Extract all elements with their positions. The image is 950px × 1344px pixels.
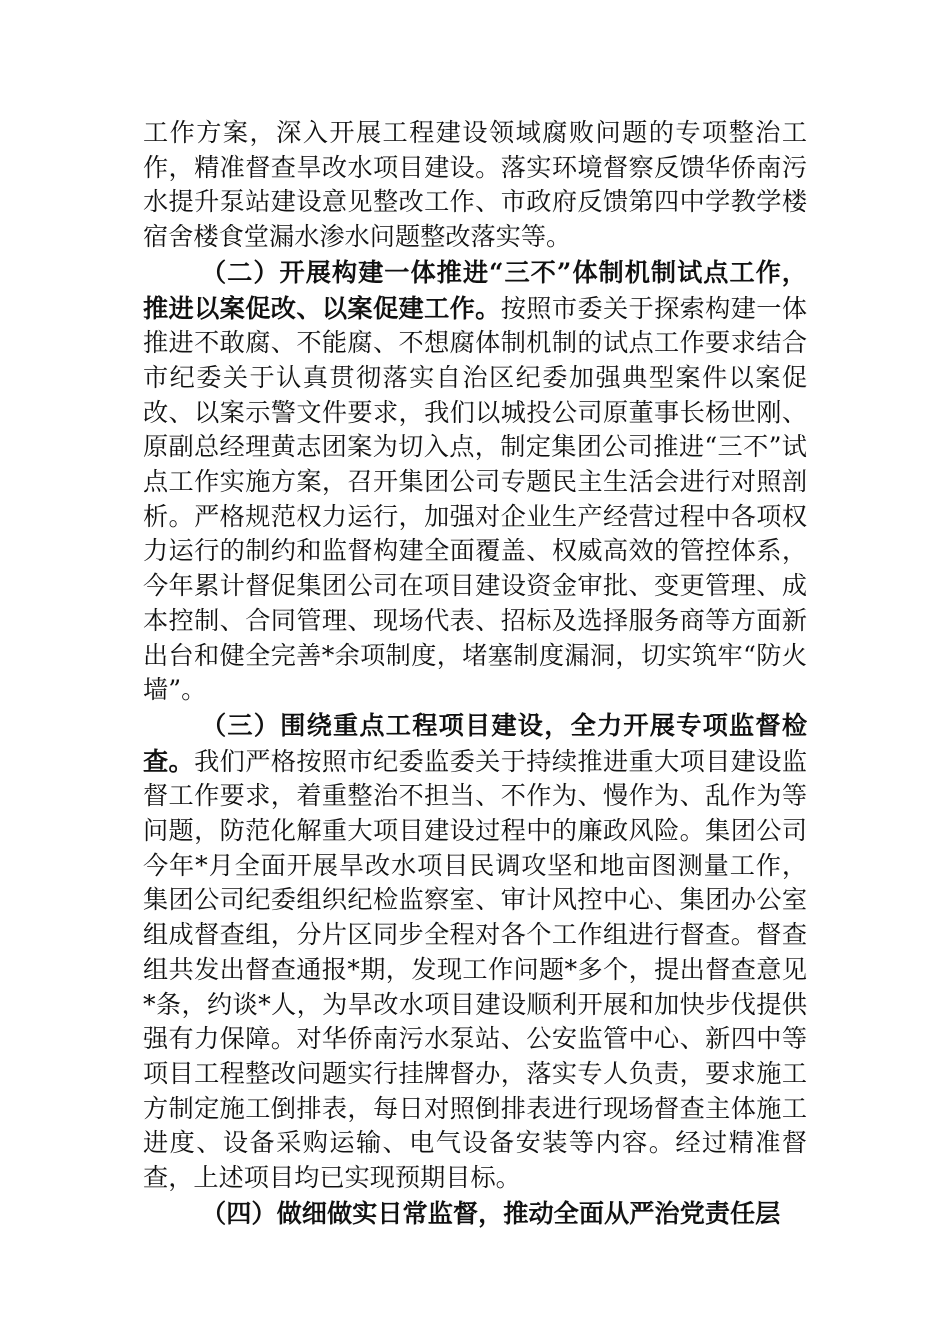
paragraph-1-body: 工作方案，深入开展工程建设领域腐败问题的专项整治工作，精准督查旱改水项目建设。落实环境督察反馈华侨南污水提升泵站建设意见整改工作、市政府反馈第四中学教学楼宿舍楼食堂漏水渗水问题整改落实等。: [143, 118, 807, 252]
paragraph-4-heading: （四）做细做实日常监督，推动全面从严治党责任层: [201, 1197, 781, 1228]
paragraph-4: [143, 1196, 807, 1232]
paragraph-2: [143, 255, 807, 708]
paragraph-3-body: 我们严格按照市纪委监委关于持续推进重大项目建设监督工作要求，着重整治不担当、不作为、慢作为、乱作为等问题，防范化解重大项目建设过程中的廉政风险。集团公司今年*月全面开展旱改水项目民调攻坚和地亩图测量工作，集团公司纪委组织纪检监察室、审计风控中心、集团办公室组成督查组，分片区同步全程对各个工作组进行督查。督查组共发出督查通报*期，发现工作问题*多个，提出督查意见*条，约谈*人，为旱改水项目建设顺利开展和加快步伐提供强有力保障。对华侨南污水泵站、公安监管中心、新四中等项目工程整改问题实行挂牌督办，落实专人负责，要求施工方制定施工倒排表，每日对照倒排表进行现场督查主体施工进度、设备采购运输、电气设备安装等内容。经过精准督查，上述项目均已实现预期目标。: [143, 746, 808, 1193]
paragraph-1: [143, 116, 807, 255]
paragraph-3-heading: （三）围绕重点工程项目建设，全力开展专项监督检查。: [143, 709, 807, 776]
paragraph-2-heading: （二）开展构建一体推进“三不”体制机制试点工作，推进以案促改、以案促建工作。: [143, 256, 807, 323]
document-page: [143, 116, 807, 1232]
paragraph-2-body: 按照市委关于探索构建一体推进不敢腐、不能腐、不想腐体制机制的试点工作要求结合市纪委关于认真贯彻落实自治区纪委加强典型案件以案促改、以案示警文件要求，我们以城投公司原董事长杨世刚、原副总经理黄志团案为切入点，制定集团公司推进“三不”试点工作实施方案，召开集团公司专题民主生活会进行对照剖析。严格规范权力运行，加强对企业生产经营过程中各项权力运行的制约和监督构建全面覆盖、权威高效的管控体系，今年累计督促集团公司在项目建设资金审批、变更管理、成本控制、合同管理、现场代表、招标及选择服务商等方面新出台和健全完善*余项制度，堵塞制度漏洞，切实筑牢“防火墙”。: [143, 293, 808, 705]
paragraph-3: [143, 708, 807, 1196]
